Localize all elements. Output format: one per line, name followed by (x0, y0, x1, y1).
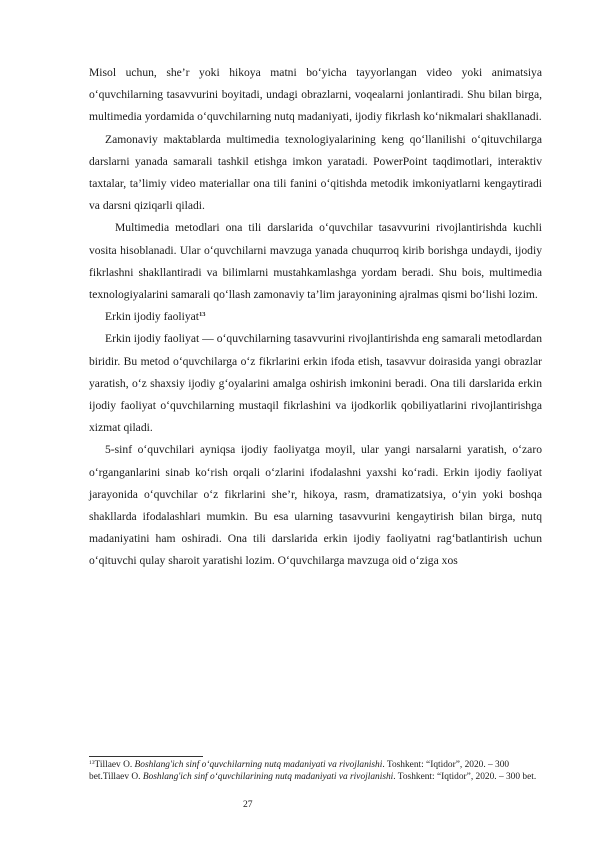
paragraph-1: Misol uchun, she’r yoki hikoya matni bo‘yicha tayyorlangan video yoki animatsiya o‘quvchilarning tasavvurini boyitadi, undagi obrazlarni, voqealarni jonlantiradi. Shu bilan birga, multimedia yordamida o‘quvchilarning nutq madaniyati, ijodiy fikrlash ko‘nikmalari shakllanadi. (89, 66, 542, 124)
footnote-number: 13 (89, 760, 95, 766)
footnote-title-1: Boshlang'ich sinf o‘quvchilarning nutq madaniyati va rivojlanishi (134, 760, 383, 770)
paragraph-3: Multimedia metodlari ona tili darslarida o‘quvchilar tasavvurini rivojlantirishda kuchli vosita hisoblanadi. Ular o‘quvchilarni mavzuga yanada chuqurroq kirib borishga undaydi, ijodiy fikrlashni shakllantiradi va bilimlarni mustahkamlashga yordam beradi. Shu bois, multimedia texnologiyalarini samarali qo‘llash zamonaviy ta’lim jarayonining ajralmas qismi bo‘lishi lozim. (89, 221, 542, 302)
page-body (89, 62, 542, 573)
paragraph-2: Zamonaviy maktablarda multimedia texnologiyalarining keng qo‘llanilishi o‘qituvchilarga darslarni yanada samarali tashkil etishga imkon yaratadi. PowerPoint taqdimotlari, interaktiv taxtalar, ta’limiy video materiallar ona tili fanini o‘qitishda metodik imkoniyatlarni kengaytiradi va darsni qiziqarli qiladi. (89, 132, 542, 213)
section-heading-text: Erkin ijodiy faoliyat (105, 310, 200, 324)
footnote-publisher-1: . Toshkent: “Iqtidor”, 2020. – 300 bet. (89, 760, 510, 783)
footnote-author-1: Tillaev O. (94, 760, 135, 770)
paragraph-4: Erkin ijodiy faoliyat — o‘quvchilarning tasavvurini rivojlantirishda eng samarali metodlardan biridir. Bu metod o‘quvchilarga o‘z fikrlarini erkin ifoda etish, tasavvur doirasida yangi obrazlar yaratish, o‘z shaxsiy ijodiy g‘oyalarini amalga oshirish imkonini beradi. Ona tili darslarida erkin ijodiy faoliyat o‘quvchilarning mustaqil fikrlashini va ijodkorlik qobiliyatlarini rivojlantirishga xizmat qiladi. (89, 332, 542, 435)
footnote-author-2: Tillaev O. (102, 772, 143, 783)
footnote-title-2: Boshlang'ich sinf o‘quvchilarining nutq madaniyati va rivojlanishi (142, 772, 394, 783)
paragraph-5: 5-sinf o‘quvchilari ayniqsa ijodiy faoliyatga moyil, ular yangi narsalarni yaratish, o‘zaro o‘rganganlarini sinab ko‘rish orqali o‘zlarini ifodalashni yaxshi ko‘radi. Erkin ijodiy faoliyat jarayonida o‘quvchilar o‘z fikrlarini she’r, hikoya, rasm, dramatizatsiya, o‘yin yoki boshqa shakllarda ifodalashlari mumkin. Bu esa ularning tasavvurini kengaytirish bilan birga, nutq madaniyatini ham oshiradi. Ona tili darslarida erkin ijodiy faoliyatni rag‘batlantirish uchun o‘qituvchi qulay sharoit yaratishi lozim. O‘quvchilarga mavzuga oid o‘ziga xos (89, 443, 542, 568)
footnote-divider (89, 756, 203, 757)
footnote (89, 759, 539, 784)
section-heading (89, 306, 542, 328)
footnote-publisher-2: . Toshkent: “Iqtidor”, 2020. – 300 bet. (393, 772, 537, 783)
footnote-ref[interactable]: 13 (199, 311, 206, 319)
page-number: 27 (243, 799, 253, 810)
